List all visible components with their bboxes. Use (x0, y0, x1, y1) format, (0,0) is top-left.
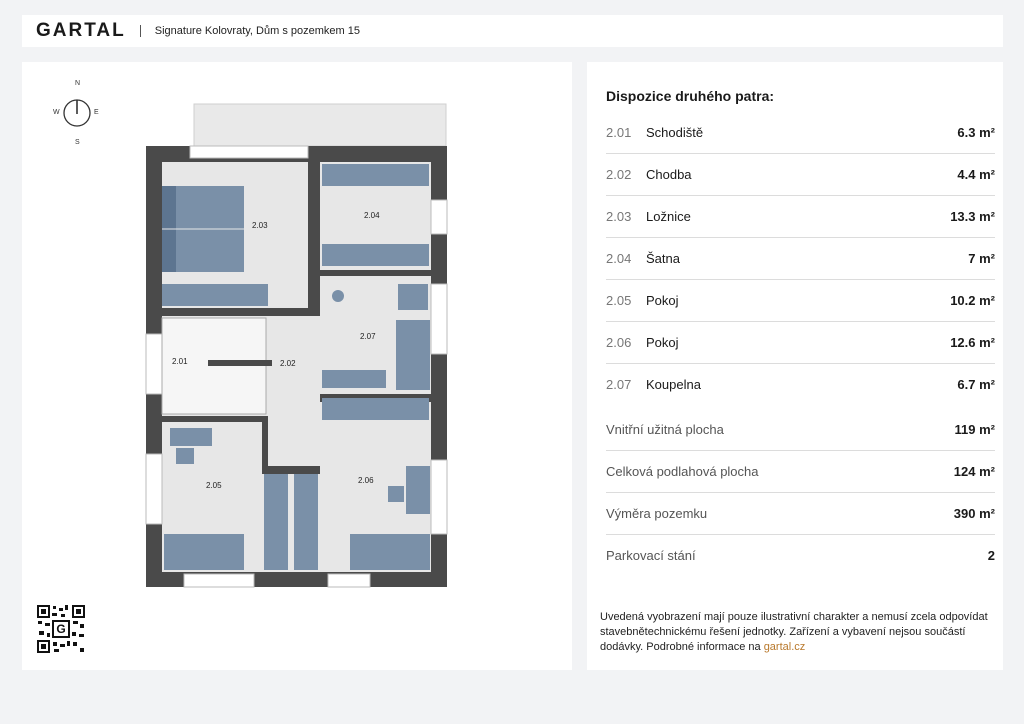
room-name: Pokoj (646, 335, 679, 350)
floorplan-panel (22, 62, 572, 670)
disclaimer-body: Uvedená vyobrazení mají pouze ilustrativní charakter a nemusí zcela odpovídat stavebnětechnickému řešení jednotky. Zařízení a vybavení nejsou součástí dodávky. Podrobné informace na (600, 611, 988, 653)
disclaimer-text (600, 610, 995, 655)
project-subtitle: Signature Kolovraty, Dům s pozemkem 15 (154, 25, 360, 37)
room-code: 2.05 (606, 293, 632, 308)
room-name: Šatna (646, 251, 680, 266)
compass-west: W (53, 109, 60, 116)
header-separator (140, 25, 141, 37)
gartal-link[interactable]: gartal.cz (763, 641, 806, 653)
summary-value: 390 m² (953, 506, 995, 521)
table-row (606, 112, 995, 154)
room-area: 6.7 m² (957, 377, 995, 392)
room-code: 2.07 (606, 377, 632, 392)
room-area: 7 m² (968, 251, 995, 266)
summary-label: Výměra pozemku (606, 506, 708, 521)
table-row (606, 154, 995, 196)
room-label-2.06: 2.06 (358, 476, 374, 485)
summary-label: Vnitřní užitná plocha (606, 422, 724, 437)
summary-row (606, 409, 995, 451)
table-row (606, 196, 995, 238)
summary-value: 124 m² (953, 464, 995, 479)
room-code: 2.02 (606, 167, 632, 182)
room-name: Ložnice (646, 209, 691, 224)
compass-icon (36, 78, 100, 146)
room-code: 2.04 (606, 251, 632, 266)
compass-north: N (75, 80, 81, 87)
summary-row (606, 493, 995, 535)
room-area: 12.6 m² (950, 335, 995, 350)
floor-plan-drawing (142, 102, 452, 592)
compass-east: E (94, 109, 99, 116)
qr-code[interactable] (36, 604, 86, 654)
summary-value: 2 (987, 548, 995, 563)
details-panel (587, 62, 1003, 670)
table-row (606, 280, 995, 322)
gartal-logo[interactable]: GARTAL (36, 20, 126, 41)
room-area: 4.4 m² (957, 167, 995, 182)
room-name: Pokoj (646, 293, 679, 308)
summary-value: 119 m² (954, 422, 995, 437)
details-title: Dispozice druhého patra: (606, 88, 775, 104)
room-label-2.03: 2.03 (252, 221, 268, 230)
room-area: 6.3 m² (957, 125, 995, 140)
compass-south: S (75, 139, 80, 146)
room-code: 2.06 (606, 335, 632, 350)
room-area: 10.2 m² (950, 293, 995, 308)
room-area: 13.3 m² (950, 209, 995, 224)
table-row (606, 322, 995, 364)
header-bar (22, 15, 1003, 47)
table-row (606, 364, 995, 405)
room-name: Koupelna (646, 377, 701, 392)
room-name: Schodiště (646, 125, 704, 140)
room-label-2.05: 2.05 (206, 481, 222, 490)
summary-label: Celková podlahová plocha (606, 464, 759, 479)
table-row (606, 238, 995, 280)
room-code: 2.01 (606, 125, 632, 140)
summary-row (606, 451, 995, 493)
room-name: Chodba (646, 167, 692, 182)
summary-row (606, 535, 995, 576)
room-label-2.04: 2.04 (364, 211, 380, 220)
summary-label: Parkovací stání (606, 548, 696, 563)
room-code: 2.03 (606, 209, 632, 224)
room-label-2.02: 2.02 (280, 359, 296, 368)
room-label-2.07: 2.07 (360, 332, 376, 341)
rooms-table (606, 112, 995, 576)
qr-center-letter: G (56, 622, 66, 636)
room-label-2.01: 2.01 (172, 357, 188, 366)
